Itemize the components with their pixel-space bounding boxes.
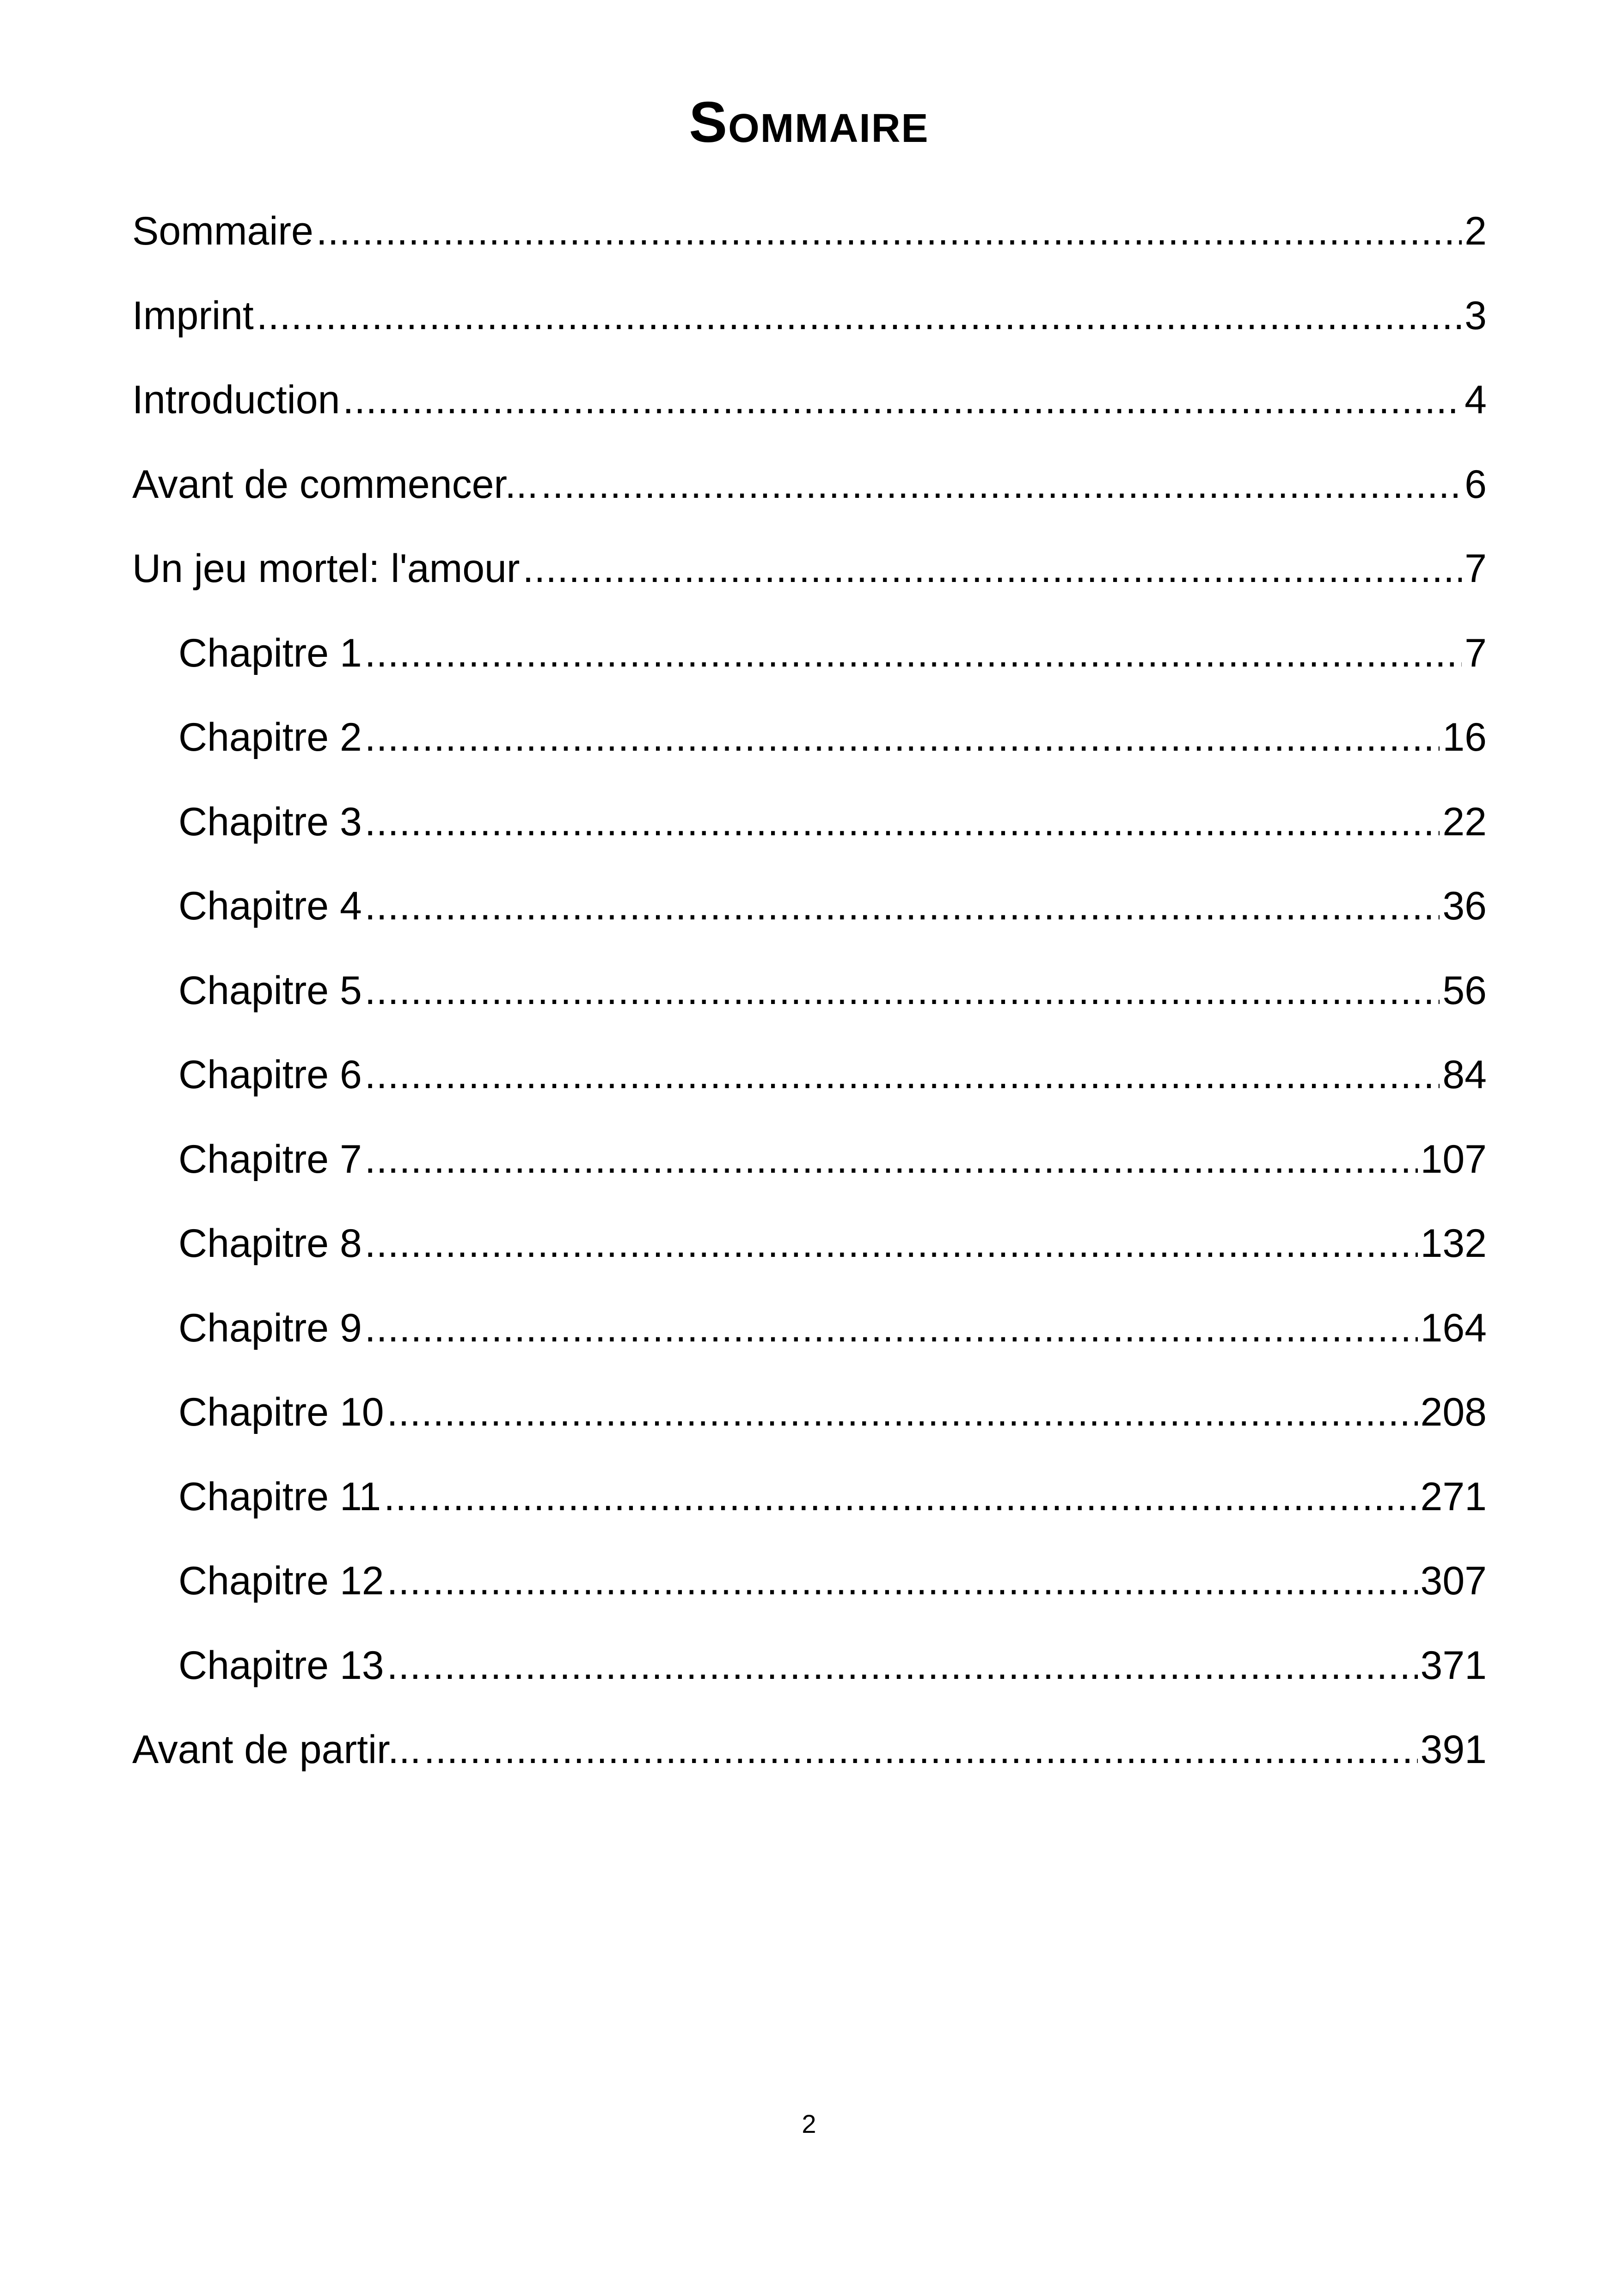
toc-entry[interactable] <box>132 876 1487 961</box>
toc-entry-title: Chapitre 13 <box>178 1643 384 1688</box>
toc-entry-title: Chapitre 5 <box>178 968 362 1013</box>
toc-entry-title: Chapitre 9 <box>178 1305 362 1350</box>
toc-entry-title: Chapitre 11 <box>178 1474 381 1519</box>
toc-leader-dots <box>387 1635 1418 1696</box>
toc-entry[interactable] <box>132 286 1487 370</box>
toc-entry[interactable] <box>132 1720 1487 1804</box>
toc-leader-dots <box>365 1213 1418 1274</box>
toc-entry-page: 84 <box>1442 1053 1487 1097</box>
toc-entry-page: 371 <box>1420 1643 1487 1688</box>
toc-entry-page: 132 <box>1420 1221 1487 1266</box>
toc-leader-dots <box>365 1129 1418 1189</box>
toc-entry[interactable] <box>132 1551 1487 1635</box>
toc-leader-dots <box>387 1551 1418 1611</box>
toc-leader-dots <box>384 1467 1417 1527</box>
toc-entry[interactable] <box>132 1382 1487 1467</box>
toc-entry-page: 164 <box>1420 1305 1487 1350</box>
toc-entry-title: Avant de partir... <box>132 1727 421 1772</box>
toc-entry[interactable] <box>132 454 1487 539</box>
toc-entry-title: Chapitre 7 <box>178 1137 362 1182</box>
toc-leader-dots <box>365 876 1440 936</box>
toc-entry[interactable] <box>132 623 1487 708</box>
toc-entry[interactable] <box>132 370 1487 454</box>
toc-entry-title: Sommaire <box>132 209 313 253</box>
toc-entry-page: 307 <box>1420 1559 1487 1603</box>
toc-leader-dots <box>365 1298 1418 1358</box>
toc-leader-dots <box>365 1045 1440 1105</box>
toc-leader-dots <box>424 1720 1418 1780</box>
toc-entry[interactable] <box>132 1635 1487 1720</box>
toc-entry-title: Chapitre 8 <box>178 1221 362 1266</box>
toc-leader-dots <box>365 707 1440 767</box>
toc-entry-page: 22 <box>1442 799 1487 844</box>
toc-entry-title: Chapitre 3 <box>178 799 362 844</box>
toc-entry-title: Introduction <box>132 378 340 422</box>
toc-leader-dots <box>541 454 1462 514</box>
toc-leader-dots <box>343 370 1462 430</box>
toc-entry[interactable] <box>132 1045 1487 1129</box>
toc-entry-title: Chapitre 2 <box>178 715 362 759</box>
toc-entry-title: Chapitre 12 <box>178 1559 384 1603</box>
toc-entry-title: Chapitre 1 <box>178 631 362 675</box>
page-title: Sommaire <box>689 91 929 154</box>
toc-entry[interactable] <box>132 1467 1487 1551</box>
toc-entry-page: 7 <box>1465 546 1487 591</box>
toc-entry-page: 2 <box>1465 209 1487 253</box>
toc-entry-title: Chapitre 6 <box>178 1053 362 1097</box>
toc-entry-page: 7 <box>1465 631 1487 675</box>
toc-entry-title: Un jeu mortel: l'amour <box>132 546 520 591</box>
toc-entry[interactable] <box>132 792 1487 876</box>
toc-entry-page: 391 <box>1420 1727 1487 1772</box>
toc-leader-dots <box>316 201 1462 261</box>
toc-leader-dots <box>365 792 1440 852</box>
toc-entry-title: Chapitre 4 <box>178 884 362 928</box>
toc-entry[interactable] <box>132 1298 1487 1383</box>
toc-entry-page: 4 <box>1465 378 1487 422</box>
toc-entry-page: 56 <box>1442 968 1487 1013</box>
toc-entry[interactable] <box>132 539 1487 623</box>
toc-entry-page: 3 <box>1465 293 1487 338</box>
toc-entry[interactable] <box>132 961 1487 1045</box>
toc-leader-dots <box>365 961 1440 1021</box>
toc-entry-page: 6 <box>1465 462 1487 507</box>
toc-entry-page: 107 <box>1420 1137 1487 1182</box>
table-of-contents <box>132 201 1487 1804</box>
toc-leader-dots <box>387 1382 1418 1442</box>
toc-entry[interactable] <box>132 201 1487 286</box>
toc-entry-page: 36 <box>1442 884 1487 928</box>
toc-entry[interactable] <box>132 1213 1487 1298</box>
toc-entry-title: Imprint <box>132 293 254 338</box>
toc-entry-title: Avant de commencer... <box>132 462 538 507</box>
toc-entry-page: 16 <box>1442 715 1487 759</box>
toc-entry[interactable] <box>132 707 1487 792</box>
toc-entry-title: Chapitre 10 <box>178 1390 384 1434</box>
toc-entry[interactable] <box>132 1129 1487 1214</box>
toc-leader-dots <box>523 539 1462 599</box>
toc-entry-page: 208 <box>1420 1390 1487 1434</box>
toc-entry-page: 271 <box>1420 1474 1487 1519</box>
toc-leader-dots <box>365 623 1462 683</box>
page-number: 2 <box>802 2109 816 2138</box>
toc-leader-dots <box>257 286 1462 346</box>
